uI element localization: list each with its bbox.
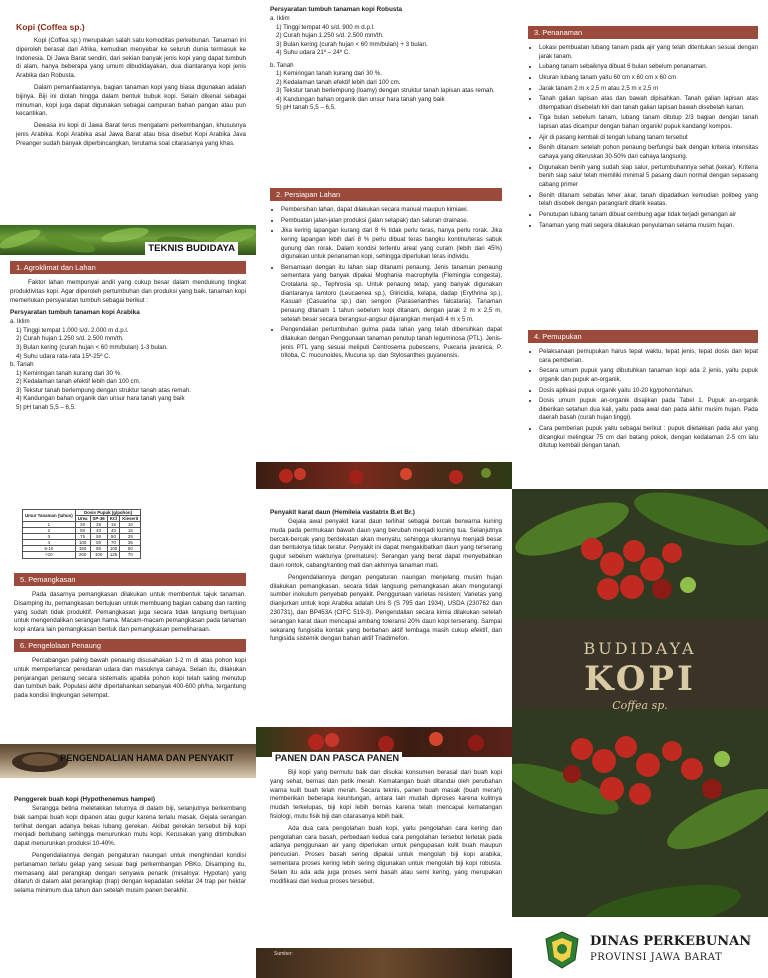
table-header-cell: Kieserit	[120, 516, 141, 522]
robusta-tanah-4: 4) Kandungan bahan organik dan unsur hara tanah yang baik	[276, 95, 445, 103]
panel-kopi-intro	[0, 0, 256, 489]
table-cell: 25	[120, 534, 141, 540]
table-header-cell: Urea	[75, 516, 90, 522]
fertilizer-table-wrap	[22, 509, 141, 559]
robusta-iklim-2: 2) Curah hujan 1.250 s/d. 2.500 mm/th.	[276, 32, 384, 40]
fertilizer-table	[22, 509, 141, 559]
robusta-tanah-3: 3) Tekstur tanah berlempung (loamy) dengan struktur tanah lapisan atas remah.	[276, 87, 495, 95]
table-cell: 100	[107, 546, 120, 552]
table-cell: 4	[23, 540, 76, 546]
karat-block	[270, 509, 502, 647]
persiapan-item: • Pembuatan jalan-jalan produksi (jalan setapak) dan saluran drainase.	[281, 217, 502, 226]
penanaman-item: • Tiga bulan sebelum tanam, lubang tanam ditutup 2/3 bagian dengan tanah lapisan atas dicampur dengan bahan organik/ pupuk kandang/ kompos.	[539, 114, 758, 131]
table-cell: 150	[75, 546, 90, 552]
pemangkasan-block	[14, 569, 246, 704]
pemupukan-list	[528, 348, 758, 451]
panen-heading: PANEN DAN PASCA PANEN	[272, 752, 402, 763]
arabika-iklim-3: 3) Bulan kering (curah hujan < 60 mm/bulan) 1-3 bulan.	[16, 344, 168, 352]
robusta-iklim-3: 3) Bulan kering (curah hujan < 60 mm/bulan) + 3 bulan.	[276, 40, 428, 48]
table-cell: 50	[90, 540, 107, 546]
coffee-beans-photo	[256, 948, 512, 978]
penanaman-item: • Ajir di pasang kembali di tengah lubang tanam tersebut	[539, 134, 758, 143]
section-pengelolaan-penaung: 6. Pengelolaan Penaung	[14, 639, 246, 652]
persiapan-item: • Pembersihan lahan, dapat dilakukan secara manual maupun kimiawi.	[281, 206, 502, 215]
persiapan-item: • Bersamaan dengan itu lahan siap ditanami penaung. Jenis tanaman penaung sementara yang banyak dipakai Moghania macrophylla (Flemingia congesta), Crotalaria sp., Tephrosia sp. Untuk penaung tetap, yang banyak digunakan diantaranya lamtoro (Leucaenea sp.), Gliricidia, kelapa, dadap (Erythrina sp.), Kasuari (Casuarina sp.) dan sengon (Paraserianthes falcataria). Tanaman penaung ditanam 1 tahun sebelum kopi ditanam, dengan jarak 2 m x 2,5 m, setelah besar secara berangsur-angsur dijarangkan menjadi 4 m x 5 m.	[281, 264, 502, 324]
persiapan-item: • Pengendalian pertumbuhan gulma pada lahan yang telah dibersihkan dapat dilakukan dengan Penggunaan tanaman penutup tanah leguminosa (PTL). Jenis-jenis PTL yang sesuai meliputi Centrosema pubescens, Pueraria javanica, P. triloba, C. mucunoides, Mucuna sp. dan Stylosanthes guyanensis.	[281, 326, 502, 361]
arabika-iklim-2: 2) Curah hujan 1.250 s/d. 2.500 mm/th.	[16, 335, 124, 343]
section-pemangkasan: 5. Pemangkasan	[14, 573, 246, 586]
pemupukan-item: • Pelaksanaan pemupukan harus tepat waktu, tepat jenis, tepat dosis dan tepat cara pemberian.	[539, 348, 758, 365]
pemupukan-block	[528, 326, 758, 453]
arabika-tanah-4: 4) Kandungan bahan organik dan unsur hara tanah yang baik	[16, 395, 185, 403]
panel-panen	[256, 489, 512, 978]
penanaman-list	[528, 44, 758, 230]
section-agroklimat: 1. Agroklimat dan Lahan	[10, 261, 246, 274]
penanaman-item: • Penutupan lubang tanam dibuat cembung agar tidak terjadi genangan air	[539, 211, 758, 220]
intro-paragraph-2: Dalam pemanfaatannya, bagian tanaman kopi yang biasa digunakan adalah bijinya. Biji ini diolah hingga dalam bentuk bubuk kopi. Selain dikenal sebagai minuman, kopi juga dapat digunakan sebagai campuran bahan pangan atau pun kecantikan.	[16, 83, 246, 118]
table-cell: 50	[107, 534, 120, 540]
table-cell: >10	[23, 552, 76, 558]
provinsi-name: PROVINSI JAWA BARAT	[590, 952, 723, 963]
penanaman-item: • Digunakan benih yang sudah siap salur, pertumbuhannya sehat (kekar). Kriteria benih siap salur telah memiliki minimal 5 pasang daun normal dengan sepasang cabang primer	[539, 164, 758, 190]
table-cell: 75	[75, 534, 90, 540]
arabika-tanah-3: 3) Tekstur tanah berlempung dengan struktur tanah atas remah.	[16, 386, 191, 394]
robusta-heading: Persyaratan tumbuh tanaman kopi Robusta	[270, 6, 403, 13]
penanaman-item: • Jarak tanam 2 m x 2,5 m atau 2,5 m x 2,5 m	[539, 85, 758, 94]
arabika-iklim-4: 4) Suhu udara rata-rata 15º-25º C.	[16, 352, 111, 360]
table-cell: 200	[75, 552, 90, 558]
table-cell: 80	[90, 546, 107, 552]
section-penanaman: 3. Penanaman	[528, 26, 758, 39]
persiapan-list	[270, 206, 502, 361]
table-header-cell: SP-36	[90, 516, 107, 522]
table-cell: 35	[120, 540, 141, 546]
pbko-text-2: Pengendaliannya dengan pengaturan naungan untuk menghindari kondisi pertanaman terlalu gelap yang sesuai bagi perkembangan PBKo. Disamping itu, memasang alat perangkap dengan senyawa penarik (misalnya: Hypotan) yang ditaruh di dalam alat perangkap (trap) dengan kepadatan sekitar 24 trap per hektar selama minimum dua tahun dan setelah musim panen berakhir.	[14, 851, 246, 895]
sumber-label: Sumber:	[274, 951, 293, 957]
cover-coffea: Coffea sp.	[612, 699, 668, 712]
robusta-iklim-4: 4) Suhu udara 21º – 24º C.	[276, 49, 351, 57]
penanaman-item: • Benih ditanam sebatas leher akar, tanah dipadatkan kemudian polibeg yang telah disobek dengan parang/arit ditarik keatas.	[539, 192, 758, 209]
cover-kopi: KOPI	[584, 659, 696, 699]
coffee-cherries-strip	[256, 462, 512, 489]
coffee-cherries-illustration	[256, 462, 512, 489]
penanaman-item: • Benih ditanam setelah pohon penaung berfungsi baik dengan kriteria intensitas cahaya yang diteruskan 30-50% dari cahaya langsung.	[539, 144, 758, 161]
dinas-name: DINAS PERKEBUNAN	[590, 934, 752, 949]
panel-persiapan-lahan	[256, 0, 512, 489]
arabika-heading: Persyaratan tumbuh tanaman kopi Arabika	[10, 309, 140, 317]
table-cell: 70	[107, 540, 120, 546]
section-persiapan-lahan: 2. Persiapan Lahan	[270, 188, 502, 201]
cover-budidaya: BUDIDAYA	[583, 639, 697, 658]
karat-text-2: Pengendaliannya dengan pengaturan naungan menjelang musim hujan dilakukan pemangkasan, secara tidak langsung pemangkasan akan mengurangi sumber inokulum penyebab penyakit. Penggunaan varietas resisten; Varietas yang dianjurkan untuk kopi Arabika adalah Uni S (S 795 dan 1934), USDA (230762 dan 230731), dan BP453A (CIFC 519-3). Pengendalian secara kimia dilakukan setelah serangan karat daun mencapai ambang toleransi 20% daun kopi terserang. Sampai sekarang fungisida kontak yang berbahan aktif tembaga masih cukup efektif, dan fungisida sistemik dengan bahan aktif Triadimefon.	[270, 573, 502, 643]
karat-heading: Penyakit karat daun (Hemileia vastatrix B.et Br.)	[270, 509, 415, 516]
karat-text: Gejala awal penyakit karat daun terlihat sebagai bercak berwarna kuning muda pada permukaan bawah daun yang berubah menjadi kuning tua. Selanjutnya bercak-bercak yang berdekatan akan menyatu, sehingga ukurannya menjadi besar dan bentuknya tidak teratur. Penyakit ini dapat mengakibatkan daun yang terserang gugur sebelum waktunya (premature). Serangan yang berat dapat menyebabkan daun rontok, cabang/ranting mati dan akhirnya tanaman mati.	[270, 518, 502, 569]
panen-block	[270, 769, 502, 889]
pemangkasan-text: Pada dasarnya pemangkasan dilakukan untuk membentuk tajuk tanaman. Disamping itu, pemangkasan bertujuan untuk membuang bagian cabang dan ranting yang sudah tidak produktif. Pemangkasan juga secara tidak langsung bertujuan untuk mengendalikan serangan hama. Macam-macam pemangkasan pada tanaman kopi antara lain pemangkasan bentuk dan pemangkasan pemeliharaan.	[14, 591, 246, 634]
pbko-block	[14, 796, 246, 899]
table-cell: 100	[90, 552, 107, 558]
penanaman-item: • Tanaman yang mati segera dilakukan penyulaman selama musim hujan.	[539, 222, 758, 231]
intro-block	[16, 22, 246, 152]
penanaman-block	[528, 22, 758, 232]
section-pemupukan: 4. Pemupukan	[528, 330, 758, 343]
penanaman-item: • Lubang tanam sebaiknya dibuat 6 bulan sebelum penanaman.	[539, 63, 758, 72]
pemupukan-item: • Dosis umum pupuk an-organik disajikan pada Tabel 1. Pupuk an-organik diberikan setahun dua kali, yaitu pada awal dan pada akhir musim hujan. Pada daerah basah (curah hujan tinggi).	[539, 397, 758, 423]
table-cell: 15	[107, 522, 120, 528]
intro-paragraph: Kopi (Coffea sp.) merupakan salah satu komoditas perkebunan. Tanaman ini diperoleh berasal dari Afrika, kemudian menyebar ke seluruh dunia termasuk ke Indonesia. Di Jawa Barat sendiri, dari sekian banyak jenis kopi yang dapat tumbuh di alam, hanya beberapa yang umum dibudidayakan, dua diantaranya kopi jenis Arabika dan Robusta.	[16, 37, 246, 80]
table-cell: 50	[75, 528, 90, 534]
kopi-title: Kopi (Coffea sp.)	[16, 22, 85, 32]
pemupukan-item: • Dosis aplikasi pupuk organik yaitu 10-20 kg/pohon/tahun.	[539, 387, 758, 396]
arabika-iklim-1: 1) Tinggi tempat 1.000 s/d. 2.000 m d.p.l.	[16, 326, 129, 334]
table-cell: 20	[75, 522, 90, 528]
table-row	[23, 552, 141, 558]
coffee-cover-photo	[512, 489, 768, 978]
persiapan-block	[270, 184, 502, 363]
table-cell: 25	[90, 522, 107, 528]
table-cell: 40	[90, 528, 107, 534]
table-cell: 70	[120, 552, 141, 558]
panel-penanaman	[512, 0, 768, 489]
robusta-block	[270, 6, 502, 113]
table-cell: 2	[23, 528, 76, 534]
robusta-tanah-5: 5) pH tanah 5,5 – 6,5.	[276, 104, 336, 112]
panen-text-2: Ada dua cara pengolahan buah kopi, yaitu pengolahan cara kering dan pengolahan cara basah, perbedaan kedua cara pengolahan tersebut terletak pada adanya penggunaan air yang diperlukan untuk pengupasan kulit buah maupun pencucian. Proses basah sering dipakai untuk mengolah biji kopi arabika, sementara proses kering lebih sering digunakan untuk mengolah biji kopi robusta. Selain itu ada ada juga proses semi basah atau semi kering, yang merupakan modifikasi dari kedua proses tersebut.	[270, 824, 502, 885]
teknis-budidaya-heading: TEKNIS BUDIDAYA	[145, 242, 238, 255]
table-cell: 3	[23, 534, 76, 540]
pemupukan-item: • Secara umum pupuk yang dibutuhkan tanaman kopi ada 2 jenis, yaitu pupuk organik dan pupuk an-organik.	[539, 367, 758, 384]
table-cell: 1	[23, 522, 76, 528]
cover-panel	[512, 489, 768, 978]
penanaman-item: • Ukuran lubang tanam yaitu 60 cm x 60 cm x 60 cm	[539, 74, 758, 83]
penaung-text: Percabangan paling bawah penaung disusahakan 1-2 m di atas pohon kopi untuk memperlancar peredaran udara dan masuknya cahaya. Selain itu, dilakukan penjarangan penaung secara sistematis apabila pohon kopi telah saling menutup dan tumbuh baik. Populasi akhir dipertahankan sebanyak 400-600 ph/ha, tergantung pada kondisi lingkungan setempat.	[14, 656, 246, 700]
robusta-iklim-label: a. Iklim	[270, 15, 290, 22]
table-cell: 50	[90, 534, 107, 540]
arabika-tanah-label: b. Tanah	[10, 361, 34, 369]
intro-paragraph-3: Dewasa ini kopi di Jawa Barat terus mengalami perkembangan, khususnya jenis Arabika. Kopi Arabika asal Jawa Barat atau bisa disebut Kopi Arabika Java Preanger sudah banyak diperbincangkan, terutama soal citarasanya yang khas.	[16, 122, 246, 147]
table-cell: 40	[107, 528, 120, 534]
pemupukan-item: • Cara pemberian pupuk yaitu sebagai berikut : pupuk diletakkan pada alur yang dicangkul melingkar 75 cm dari batang pokok, dengan kedalaman 2-5 cm lalu ditutup kembali dengan tanah.	[539, 425, 758, 451]
robusta-tanah-2: 2) Kedalaman tanah efektif lebih dari 100 cm.	[276, 78, 401, 86]
table-cell: 125	[107, 552, 120, 558]
pbko-text: Serangga betina meletakkan telurnya di dalam biji, selanjutnya berkembang biak sampai buah kopi dipanen atau gugur karena terlalu masak. Gejala serangan terlihat dengan adanya bekas lubang gerekan. Akibat gerekan tersebut biji kopi menjadi berlubang sehingga menurunkan mutu kopi. Kerusakan yang ditimbulkan dapat menurunkan produksi 10-40%.	[14, 805, 246, 848]
table-cell: 100	[75, 540, 90, 546]
panel-pemangkasan	[0, 489, 256, 978]
arabika-iklim-label: a. Iklim	[10, 318, 30, 326]
table-cell: 50	[120, 546, 141, 552]
agroklimat-text: Faktor lahan mempunyai andil yang cukup besar dalam mendukung tingkat produktivitas kopi. Agar diperoleh pertumbuhan dan produksi yang baik, tanaman kopi memerlukan persyaratan tumbuh sebagai berikut :	[10, 279, 246, 304]
table-header-cell: Umur Tanaman (tahun)	[23, 510, 76, 522]
penanaman-item: • Lokasi pembuatan lubang tanam pada ajir yang telah ditentukan sesuai dengan jarak tanam.	[539, 44, 758, 61]
jawa-barat-logo-icon	[542, 930, 582, 970]
pbko-heading: Penggerek buah kopi (Hypothenemus hampei)	[14, 796, 155, 803]
arabika-tanah-5: 5) pH tanah 5,5 – 6,5.	[16, 403, 76, 411]
panen-text: Biji kopi yang bermutu baik dan disukai konsumen berasal dari buah kopi yang sehat, bernas dan petik merah. Kematangan buah ditandai oleh perubahan warna kulit buah telah merah. Secara teknis, panen buah masak (buah merah) memberikan beberapa keuntungan, antara lain mudah diproses karena kulitnya mudah terkelupas, biji kopi lebih bernas karena telah mencapai kematangan fisiologi, mutu fisik biji dan citarasanya lebih baik.	[270, 769, 502, 820]
hama-penyakit-heading: PENGENDALIAN HAMA DAN PENYAKIT	[60, 753, 234, 763]
robusta-tanah-1: 1) Kemiringan tanah kurang dari 30 %.	[276, 70, 382, 78]
table-caption: Dosis Pupuk (g/pohon)	[75, 510, 141, 516]
penanaman-item: • Tanah galian lapisan atas dan bawah dipisahkan. Tanah galian lapisan atas ditempatkan disebelah kiri dan tanah galian lapisan bawah disebelah kanan.	[539, 95, 758, 112]
persiapan-item: • Jika kering lapangan kurang dari 8 % tidak perlu teras, hanya perlu rorak. Jika kering lapangan lebih dari 8 % perlu dibuat teras bangku kontinu/teras sabuk gunung dan rorak. Dalam kondisi tertentu areal yang curam (lebih dari 45%) digunakan untuk penanaman kopi, sehingga diperlukan teras individu.	[281, 227, 502, 262]
agroklimat-block	[10, 257, 246, 412]
robusta-tanah-label: b. Tanah	[270, 61, 294, 69]
table-cell: 5-10	[23, 546, 76, 552]
table-header-cell: KCl	[107, 516, 120, 522]
table-cell: 10	[120, 522, 141, 528]
arabika-tanah-2: 2) Kedalaman tanah efektif lebih dari 100 cm.	[16, 378, 141, 386]
table-cell: 15	[120, 528, 141, 534]
arabika-tanah-1: 1) Kemiringan tanah kurang dari 30 %.	[16, 369, 122, 377]
robusta-iklim-1: 1) Tinggi tempat 40 s/d. 900 m d.p.l.	[276, 23, 375, 31]
